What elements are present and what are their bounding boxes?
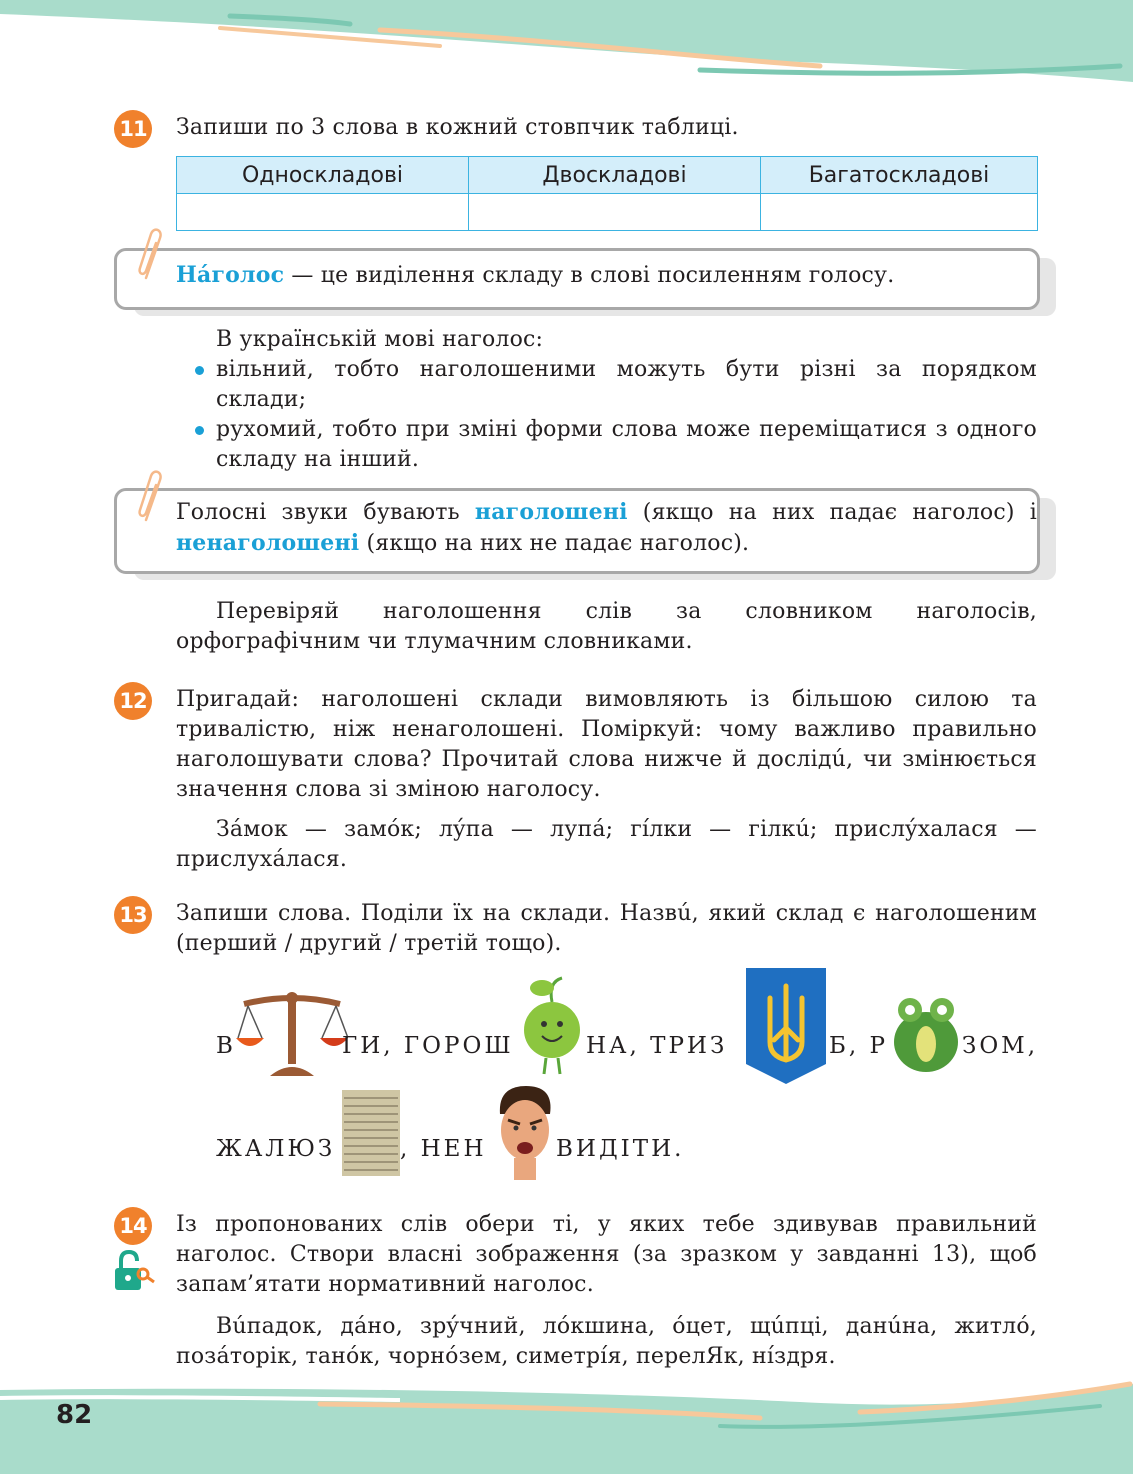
rebus-part: ЗОМ,	[962, 1033, 1039, 1059]
stress-item-free: вільний, тобто наголошеними можуть бути різні за порядком склади;	[216, 357, 1037, 412]
col-monosyllabic: Односкладові	[177, 157, 469, 194]
top-wave-decoration	[0, 0, 1133, 90]
rebus-part: ГИ, ГОРОШ	[342, 1033, 514, 1059]
col-polysyllabic: Багатоскладові	[761, 157, 1038, 194]
cell-monosyllabic[interactable]	[177, 194, 469, 231]
stress-item-mobile: рухомий, тобто при зміні форми слова може переміщатися з одного складу на інший.	[216, 417, 1037, 472]
unlock-key-icon	[113, 1250, 155, 1292]
syllable-table	[176, 156, 1038, 231]
rebus-part: В	[216, 1033, 236, 1059]
bullet-dot	[195, 426, 204, 435]
rule-stress-definition: — це виділення складу в слові посиленням голосу.	[284, 263, 895, 288]
rule-vowels-part: (якщо на них падає наголос) і	[627, 500, 1037, 525]
pea-character-icon	[518, 974, 586, 1078]
exercise-14-words: Вúпадок, дáно, зрýчний, лóкшина, óцет, щúпці, данúна, житлó, позáторік, танóк, чорнóзем, симетрíя, перелЯк, нíздря.	[176, 1314, 1037, 1369]
rebus-part: ВИДІТИ.	[556, 1136, 685, 1162]
exercise-14-badge: 14	[114, 1207, 152, 1245]
term-stress: Нáголос	[176, 262, 285, 288]
term-stressed: наголошені	[474, 499, 628, 525]
trident-shield-icon	[746, 968, 826, 1084]
exercise-12-words: Зáмок — замóк; лýпа — лупá; гíлки — гілкú; прислýхалася — прислухáлася.	[176, 817, 1037, 872]
rule-stress-text	[176, 260, 1037, 291]
exercise-14-text: Із пропонованих слів обери ті, у яких тебе здивував правильний наголос. Створи власні зображення (за зразком у завданні 13), щоб запам’ятати нормативний наголос.	[176, 1212, 1037, 1297]
paperclip-icon	[136, 228, 170, 284]
exercise-13-badge: 13	[114, 896, 152, 934]
rule-vowels-part: (якщо на них не падає наголос).	[359, 531, 750, 556]
frog-character-icon	[890, 992, 962, 1074]
bullet-dot	[195, 366, 204, 375]
bottom-wave-decoration	[0, 1376, 1133, 1474]
rebus-part: Б, Р	[829, 1033, 888, 1059]
col-disyllabic: Двоскладові	[469, 157, 761, 194]
paperclip-icon	[136, 470, 170, 526]
scales-icon	[236, 990, 348, 1078]
stress-intro: В українській мові наголос:	[216, 327, 544, 352]
rebus-part: , НЕН	[400, 1136, 487, 1162]
rebus-part: НА, ТРИЗ	[586, 1033, 728, 1059]
dictionary-check-text: Перевіряй наголошення слів за словником наголосів, орфографічним чи тлумачним словниками.	[176, 599, 1037, 654]
window-blinds-icon	[342, 1090, 400, 1176]
rule-vowels-part: Голосні звуки бувають	[176, 500, 475, 525]
cell-disyllabic[interactable]	[469, 194, 761, 231]
angry-man-face-icon	[494, 1084, 556, 1180]
page-number: 82	[56, 1400, 93, 1430]
rebus-part: ЖАЛЮЗ	[216, 1136, 336, 1162]
exercise-12-text: Пригадай: наголошені склади вимовляють із більшою силою та тривалістю, ніж ненаголошені. Поміркуй: чому важливо правильно наголошувати слова? Прочитай слова нижче й дослідú, чи змінюється значення слова зі зміною наголосу.	[176, 687, 1037, 802]
exercise-12-badge: 12	[114, 682, 152, 720]
exercise-11-badge: 11	[114, 110, 152, 148]
term-unstressed: ненаголошені	[176, 530, 360, 556]
rule-vowels-text	[176, 497, 1037, 559]
cell-polysyllabic[interactable]	[761, 194, 1038, 231]
exercise-11-text: Запиши по 3 слова в кожний стовпчик таблиці.	[176, 115, 739, 140]
exercise-13-text: Запиши слова. Поділи їх на склади. Назвú, який склад є наголошеним (перший / другий / третій тощо).	[176, 901, 1037, 956]
